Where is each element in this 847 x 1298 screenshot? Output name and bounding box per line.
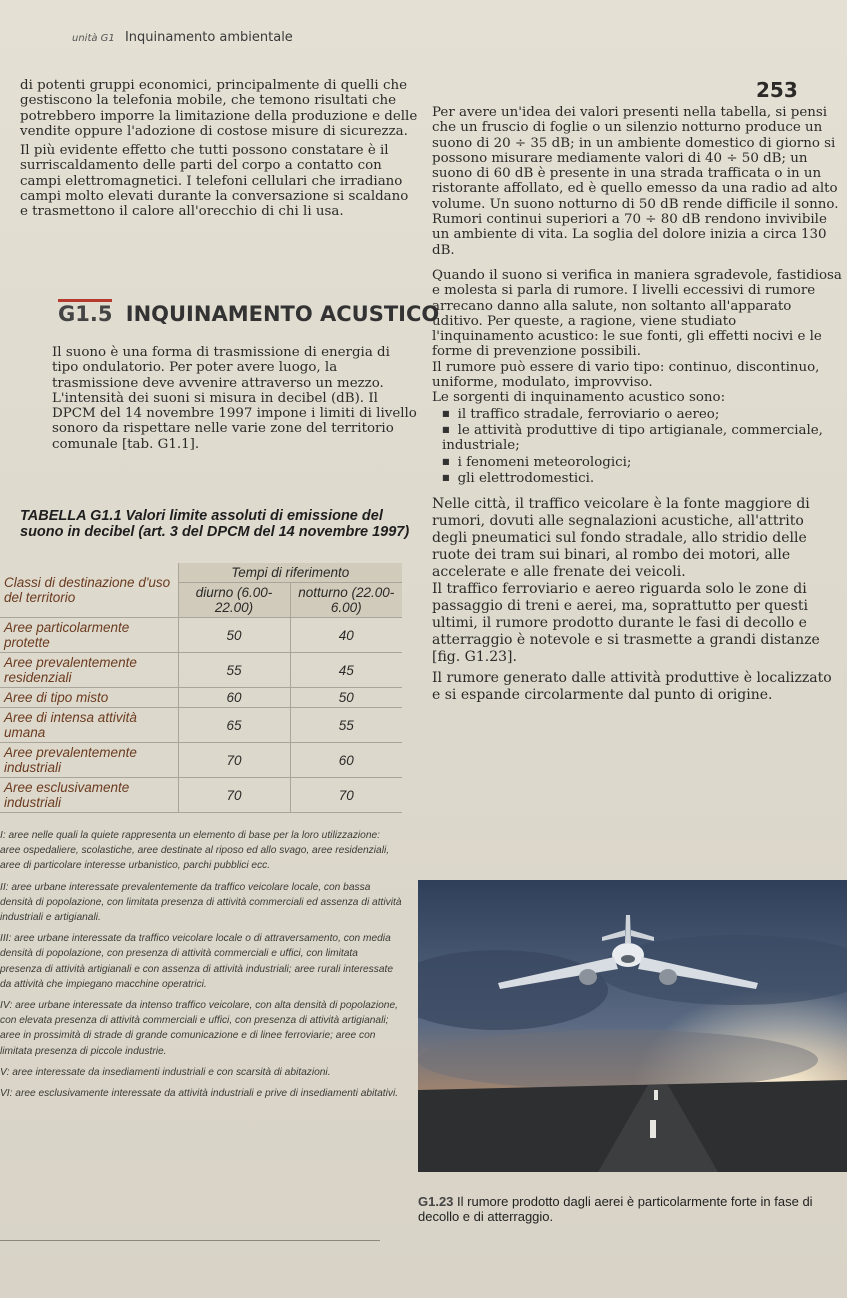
- list-item: ■ il traffico stradale, ferroviario o aereo;: [442, 406, 842, 422]
- paragraph: di potenti gruppi economici, principalmente di quelli che gestiscono la telefonia mobile, che temono risultati che potrebbero imporre la limitazione della produzione e delle vendite oppure l'adozione di costose misure di sicurezza.: [20, 78, 418, 139]
- page-number: 253: [756, 78, 798, 102]
- table-cell-night: 55: [290, 708, 402, 743]
- table-cell-night: 40: [290, 618, 402, 653]
- left-column-top: [20, 78, 420, 220]
- section-body: [52, 345, 417, 452]
- table-row: [0, 778, 402, 813]
- table-cell-class: Aree prevalentemente industriali: [0, 743, 178, 778]
- table-cell-class: Aree particolarmente protette: [0, 618, 178, 653]
- running-head: [72, 30, 293, 45]
- table-notes: [0, 828, 402, 1107]
- list-item: ■ gli elettrodomestici.: [442, 470, 842, 486]
- table-cell-night: 60: [290, 743, 402, 778]
- paragraph: Il più evidente effetto che tutti possono constatare è il surriscaldamento delle parti del corpo a contatto con campi elettromagnetici. I telefoni cellulari che irradiano campi molto elevati durante la conversazione si scaldano e trasmettono il calore all'orecchio di chi li usa.: [20, 143, 409, 220]
- paragraph: Il rumore può essere di vario tipo: continuo, discontinuo, uniforme, modulato, improvviso.: [432, 359, 820, 391]
- table-row: [0, 743, 402, 778]
- limits-table: [0, 563, 402, 813]
- airplane-photo: [418, 880, 847, 1172]
- list-item: ■ le attività produttive di tipo artigianale, commerciale, industriale;: [442, 422, 842, 454]
- paragraph: Il suono è una forma di trasmissione di energia di tipo ondulatorio. Per poter avere luogo, la trasmissione deve avvenire attraverso un mezzo. L'intensità dei suoni si misura in decibel (dB). Il DPCM del 14 novembre 1997 impone i limiti di livello sonoro da rispettare nelle varie zone del territorio comunale [tab. G1.1].: [52, 345, 417, 452]
- list-item: ■ i fenomeni meteorologici;: [442, 454, 842, 470]
- table-cell-day: 60: [178, 688, 290, 708]
- paragraph: Quando il suono si verifica in maniera sgradevole, fastidiosa e molesta si parla di rumore. I livelli eccessivi di rumore arrecano danno alla salute, non soltanto all'apparato uditivo. Per queste, a ragione, viene studiato l'inquinamento acustico: le sue fonti, gli effetti nocivi e le forme di prevenzione possibili.: [432, 267, 842, 360]
- unit-label: unità G1: [72, 33, 115, 44]
- table-row: [0, 688, 402, 708]
- table-header-group: Tempi di riferimento: [178, 563, 402, 583]
- section-title: INQUINAMENTO ACUSTICO: [125, 302, 440, 326]
- divider: [0, 1240, 380, 1241]
- table-note: II: aree urbane interessate prevalentemente da traffico veicolare locale, con bassa densità di popolazione, con limitata presenza di attività commerciali ed assenza di attività industriali e artigianali.: [0, 881, 402, 924]
- noise-sources-list: [432, 406, 842, 486]
- table-cell-night: 45: [290, 653, 402, 688]
- table-cell-night: 70: [290, 778, 402, 813]
- figure-label: G1.23: [418, 1194, 454, 1209]
- right-column: [432, 105, 842, 704]
- table-row: [0, 653, 402, 688]
- table-note: VI: aree esclusivamente interessate da attività industriali e prive di insediamenti abitativi.: [0, 1088, 399, 1100]
- table-cell-day: 50: [178, 618, 290, 653]
- table-cell-class: Aree esclusivamente industriali: [0, 778, 178, 813]
- table-cell-day: 70: [178, 778, 290, 813]
- paragraph: Il rumore generato dalle attività produttive è localizzato e si espande circolarmente dal punto di origine.: [432, 670, 832, 704]
- table-cell-night: 50: [290, 688, 402, 708]
- table-note: V: aree interessate da insediamenti industriali e con scarsità di abitazioni.: [0, 1066, 331, 1078]
- table-header-day: diurno (6.00-22.00): [178, 583, 290, 618]
- paragraph: Per avere un'idea dei valori presenti nella tabella, si pensi che un fruscio di foglie o un silenzio notturno produce un suono di 20 ÷ 35 dB; in un ambiente domestico di giorno si possono misurare mediamente valori di 40 ÷ 50 dB; un suono di 60 dB è presente in una strada trafficata o in un ristorante affollato, ed è quello emesso da una radio ad alto volume. Un suono notturno di 50 dB rende difficile il sonno. Rumori continui superiori a 70 ÷ 80 dB rendono invivibile un ambiente di vita. La soglia del dolore inizia a circa 130 dB.: [432, 105, 839, 258]
- table-cell-day: 70: [178, 743, 290, 778]
- paragraph: Nelle città, il traffico veicolare è la fonte maggiore di rumori, dovuti alle segnalazioni acustiche, all'attrito degli pneumatici sul fondo stradale, allo stridio delle ruote dei tram sui binari, al rombo dei motori, alle accelerate e alle frenate dei veicoli.: [432, 496, 810, 581]
- table-cell-day: 55: [178, 653, 290, 688]
- table-cell-class: Aree di tipo misto: [0, 688, 178, 708]
- airplane-illustration: [418, 880, 847, 1172]
- paragraph: Il traffico ferroviario e aereo riguarda solo le zone di passaggio di treni e aerei, ma, soprattutto per questi ultimi, il rumore prodotto durante le fasi di decollo e atterraggio è notevole e si trasmette a grandi distanze [fig. G1.23].: [432, 581, 820, 666]
- table-cell-class: Aree di intensa attività umana: [0, 708, 178, 743]
- chapter-title: Inquinamento ambientale: [124, 30, 293, 45]
- table-note: III: aree urbane interessate da traffico veicolare locale o di attraversamento, con media densità di popolazione, con presenza di attività commerciali e uffici, con limitata presenza di attività artigianali e con assenza di attività industriali; aree rurali interessate da attività che impiegano macchine operatrici.: [0, 933, 393, 990]
- table-note: I: aree nelle quali la quiete rappresenta un elemento di base per la loro utilizzazione: aree ospedaliere, scolastiche, aree destinate al riposo ed allo svago, aree residenziali, aree di particolare interesse urbanistico, parchi pubblici ecc.: [0, 830, 390, 872]
- table-note: IV: aree urbane interessate da intenso traffico veicolare, con alta densità di popolazione, con elevata presenza di attività commerciali e uffici, con presenza di attività artigianali; aree in prossimità di strade di grande comunicazione e di linee ferroviarie; aree con limitata presenza di piccole industrie.: [0, 1000, 398, 1057]
- section-number: G1.5: [58, 299, 112, 326]
- table-cell-class: Aree prevalentemente residenziali: [0, 653, 178, 688]
- table-title: TABELLA G1.1 Valori limite assoluti di emissione del suono in decibel (art. 3 del DPCM del 14 novembre 1997): [20, 508, 410, 540]
- table-header-class: Classi di destinazione d'uso del territorio: [0, 563, 178, 618]
- table-header-night: notturno (22.00-6.00): [290, 583, 402, 618]
- table-row: [0, 618, 402, 653]
- section-heading: [58, 302, 439, 326]
- figure-caption: [418, 1194, 838, 1224]
- table-row: [0, 708, 402, 743]
- figure-caption-text: Il rumore prodotto dagli aerei è particolarmente forte in fase di decollo e di atterraggio.: [418, 1194, 813, 1224]
- paragraph: Le sorgenti di inquinamento acustico sono:: [432, 390, 726, 406]
- table-cell-day: 65: [178, 708, 290, 743]
